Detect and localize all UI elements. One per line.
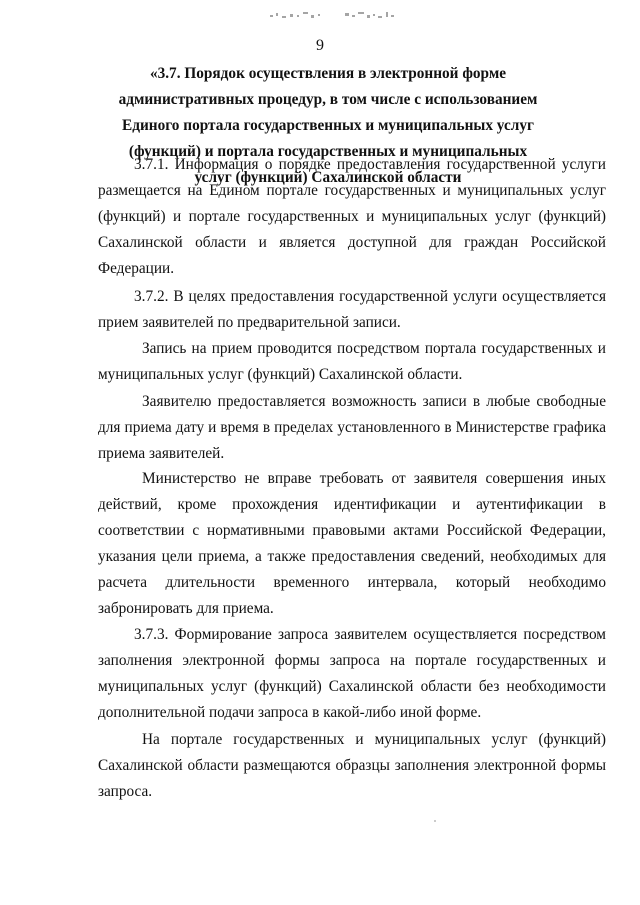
scan-artifact-marks xyxy=(0,6,640,28)
text-line: 3.7.1. Информация о порядке предоставления государственной услуги xyxy=(134,156,606,173)
paragraph-3-7-3 xyxy=(98,622,606,726)
paragraph-appointment xyxy=(98,336,606,388)
text-line: муниципальных услуг (функций) Сахалинской области. xyxy=(98,366,463,383)
paragraph-booking xyxy=(98,389,606,467)
text-line: Федерации. xyxy=(98,260,175,277)
text-line: Сахалинской области размещаются образцы заполнения электронной формы xyxy=(98,757,606,774)
text-line: для приема дату и время в пределах установленного в Министерстве графика xyxy=(98,419,606,436)
text-line: На портале государственных и муниципальных услуг (функций) xyxy=(142,731,606,748)
text-line: расчета длительности временного интервала, который необходимо xyxy=(98,574,606,591)
heading-line: Единого портала государственных и муниципальных услуг xyxy=(122,117,534,134)
scan-speck xyxy=(434,820,436,822)
paragraph-samples xyxy=(98,727,606,805)
text-line: Министерство не вправе требовать от заявителя совершения иных xyxy=(142,470,606,487)
text-line: (функций) и портале государственных и муниципальных услуг (функций) xyxy=(98,208,606,225)
text-line: действий, кроме прохождения идентификации и аутентификации в xyxy=(98,496,606,513)
text-line: Сахалинской области и является доступной для граждан Российской xyxy=(98,234,606,251)
text-line: запроса. xyxy=(98,783,153,800)
heading-line: услуг (функций) Сахалинской области xyxy=(194,169,462,186)
text-line: 3.7.2. В целях предоставления государственной услуги осуществляется xyxy=(134,288,606,305)
paragraph-ministry xyxy=(98,466,606,622)
paragraph-3-7-1 xyxy=(98,152,606,282)
text-line: прием заявителей по предварительной записи. xyxy=(98,314,401,331)
heading-line: «3.7. Порядок осуществления в электронной форме xyxy=(149,65,507,82)
text-line: Запись на прием проводится посредством портала государственных и xyxy=(142,340,606,357)
heading-line: административных процедур, в том числе с использованием xyxy=(118,91,538,108)
text-line: забронировать для приема. xyxy=(98,600,274,617)
text-line: приема заявителей. xyxy=(98,445,225,462)
heading-line: (функций) и портала государственных и муниципальных xyxy=(128,143,528,160)
text-line: заполнения электронной формы запроса на портале государственных и xyxy=(98,652,606,669)
text-line: муниципальных услуг (функций) Сахалинской области без необходимости xyxy=(98,678,606,695)
text-line: Заявителю предоставляется возможность записи в любые свободные xyxy=(142,393,606,410)
page-number: 9 xyxy=(316,37,324,54)
text-line: соответствии с нормативными правовыми актами Российской Федерации, xyxy=(98,522,606,539)
text-line: 3.7.3. Формирование запроса заявителем осуществляется посредством xyxy=(134,626,606,643)
paragraph-3-7-2 xyxy=(98,284,606,336)
text-line: дополнительной подачи запроса в какой-либо иной форме. xyxy=(98,704,482,721)
text-line: размещается на Едином портале государственных и муниципальных услуг xyxy=(98,182,606,199)
text-line: указания цели приема, а также предоставления сведений, необходимых для xyxy=(98,548,606,565)
